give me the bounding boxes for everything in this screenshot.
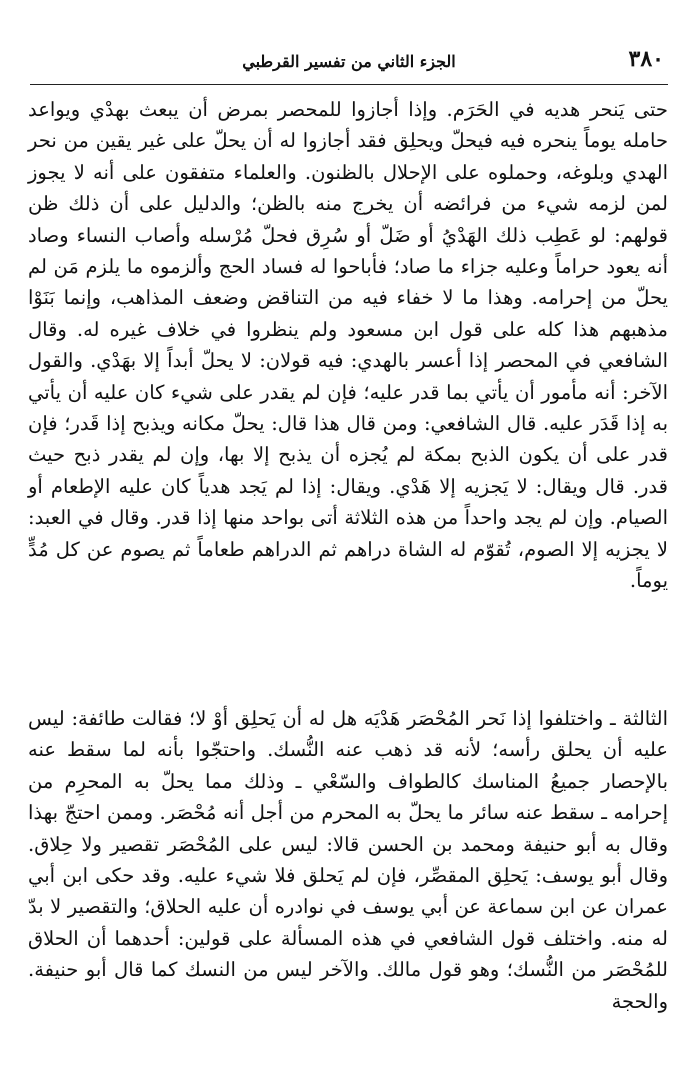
paragraph-2 (28, 703, 668, 1017)
paragraph-text: حتى يَنحر هديه في الحَرَم. وإذا أجازوا للمحصر بمرض أن يبعث بهدْي ويواعد حامله يوماً ينحره فيه فيحلّ ويحلِق فقد أجازوا له أن يحلّ على غير يقين من نحر الهدي وبلوغه، وحملوه على الإحلال بالظنون. والعلماء متفقون على أنه لا يجوز لمن لزمه شيء من فرائضه أن يخرج منه بالظن؛ والدليل على أن ذلك ظن قولهم: لو عَطِب ذلك الهَدْيُ أو ضَلّ أو سُرِق فحلّ مُرْسله وأصاب النساء وصاد أنه يعود حراماً وعليه جزاء ما صاد؛ فأباحوا له فساد الحج وألزموه ما يلزم مَن لم يحلّ من إحرامه. وهذا ما لا خفاء فيه من التناقض وضعف المذاهب، وإنما بَنَوْا مذهبهم هذا كله على قول ابن مسعود ولم ينظروا في خلاف غيره له. وقال الشافعي في المحصر إذا أعسر بالهدي: فيه قولان: لا يحلّ أبداً إلا بهَدْي. والقول الآخر: أنه مأمور أن يأتي بما قدر عليه؛ فإن لم يقدر على شيء كان عليه أن يأتي به إذا قَدَر عليه. قال الشافعي: ومن قال هذا قال: يحلّ مكانه ويذبح إذا قَدر؛ فإن قدر على أن يكون الذبح بمكة لم يُجزه أن يذبح إلا بها، وإن لم يقدر ذبح حيث قدر. قال ويقال: لا يَجزيه إلا هَدْي. ويقال: إذا لم يَجد هدياً كان عليه الإطعام أو الصيام. وإن لم يجد واحداً من هذه الثلاثة أتى بواحد منها إذا قدر. وقال في العبد: لا يجزيه إلا الصوم، تُقوّم له الشاة دراهم ثم الدراهم طعاماً ثم يصوم عن كل مُدٍّ يوماً. (28, 98, 668, 593)
page-number: ٣٨٠ (628, 46, 664, 72)
running-title: الجزء الثاني من تفسير القرطبي (242, 52, 456, 71)
paragraph-1 (28, 94, 668, 597)
paragraph-text: الثالثة ـ واختلفوا إذا نَحر المُحْصَر هَدْيَه هل له أن يَحلِق أوْ لا؛ فقالت طائفة: ليس عليه أن يحلق رأسه؛ لأنه قد ذهب عنه النُّسك. واحتجّوا بأنه لما سقط عنه بالإحصار جميعُ المناسك كالطواف والسّعْي ـ وذلك مما يحلّ به المحرِم من إحرامه ـ سقط عنه سائر ما يحلّ به المحرم من أجل أنه مُحْصَر. وممن احتجّ بهذا وقال به أبو حنيفة ومحمد بن الحسن قالا: ليس على المُحْصَر تقصير ولا حِلاق. وقال أبو يوسف: يَحلِق المقصِّر، فإن لم يَحلق فلا شيء عليه. وقد حكى ابن أبي عمران عن ابن سماعة عن أبي يوسف في نوادره أن عليه الحلاق؛ والتقصير لا بدّ له منه. واختلف قول الشافعي في هذه المسألة على قولين: أحدهما أن الحلاق للمُحْصَر من النُّسك؛ وهو قول مالك. والآخر ليس من النسك كما قال أبو حنيفة. والحجة (28, 707, 668, 1013)
page-header (30, 44, 668, 85)
